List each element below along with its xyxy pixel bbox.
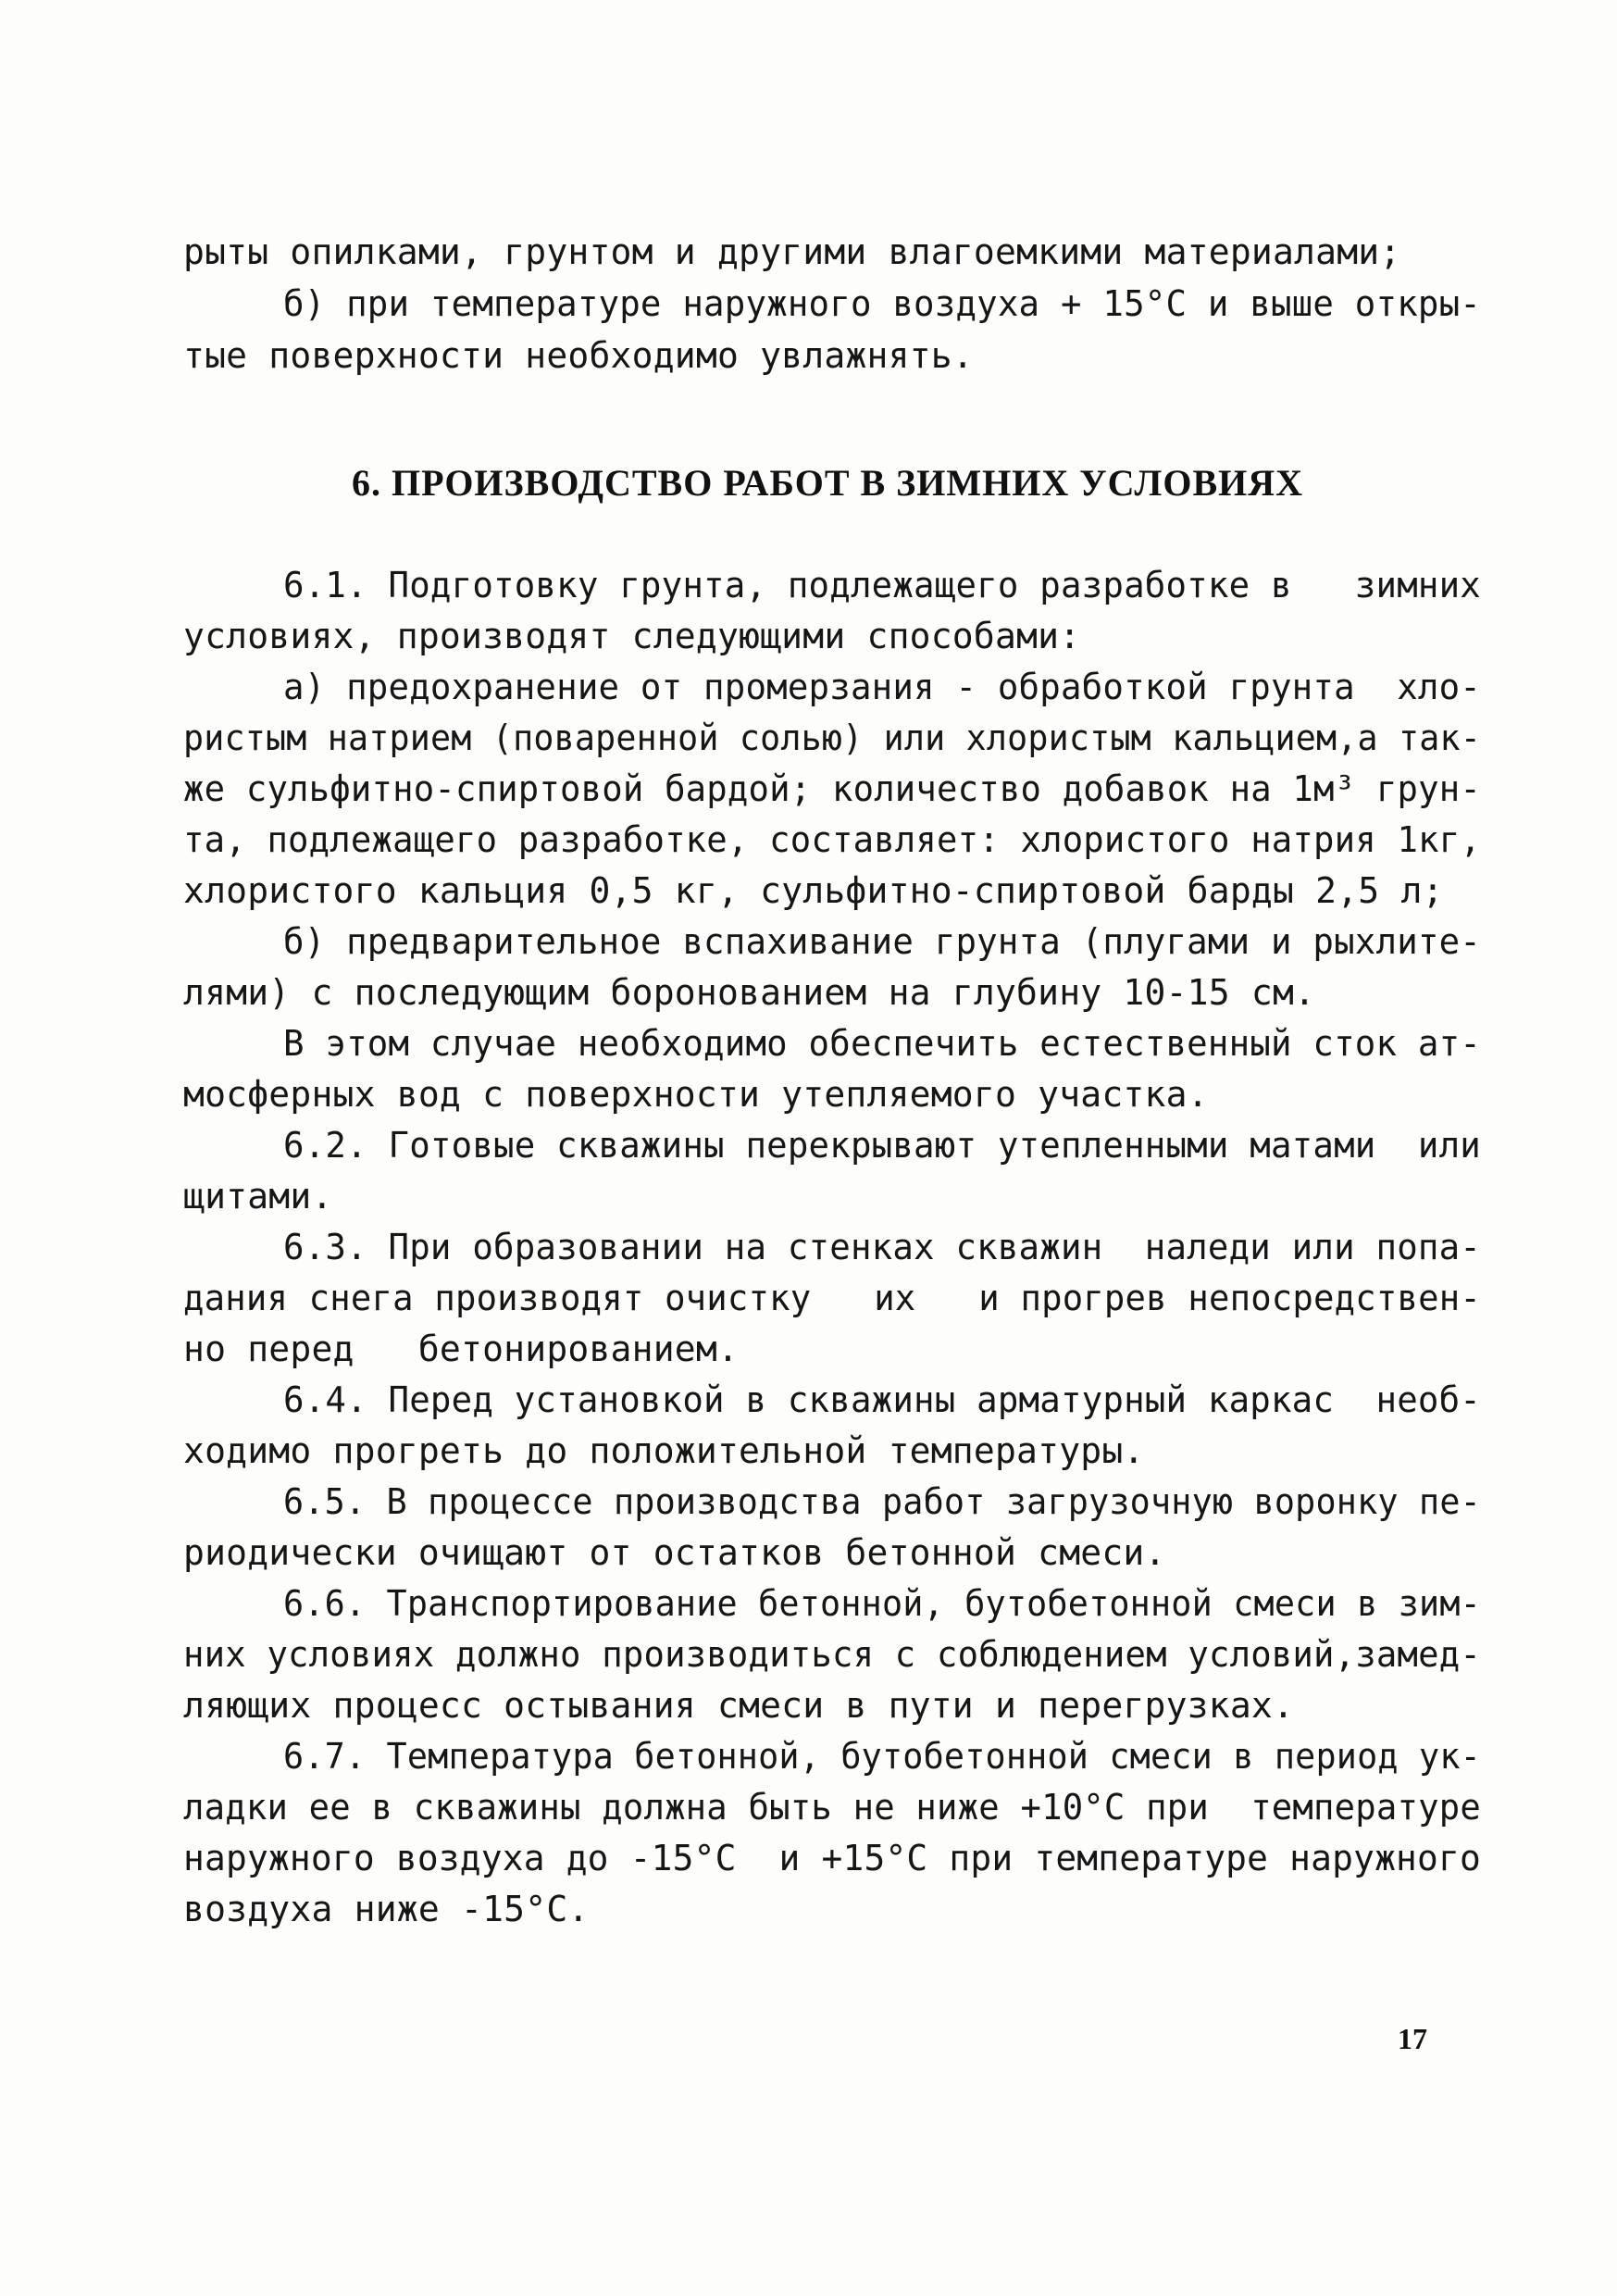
text-line: хлористого кальция 0,5 кг, сульфитно-спиртовой барды 2,5 л; bbox=[183, 870, 1444, 911]
text-line: дания снега производят очистку их и прогрев непосредствен- bbox=[183, 1278, 1481, 1318]
text-line: но перед бетонированием. bbox=[183, 1329, 740, 1369]
text-line: та, подлежащего разработке, составляет: хлористого натрия 1кг, bbox=[183, 819, 1481, 860]
page-number: 17 bbox=[1398, 2022, 1427, 2055]
text-line: б) предварительное вспахивание грунта (плугами и рыхлите- bbox=[283, 921, 1482, 962]
text-line: ристым натрием (поваренной солью) или хлористым кальцием,а так- bbox=[183, 718, 1482, 758]
text-line: тые поверхности необходимо увлажнять. bbox=[183, 335, 974, 376]
text-line: условиях, производят следующими способами: bbox=[183, 616, 1081, 656]
text-line: 6.7. Температура бетонной, бутобетонной смеси в период ук- bbox=[283, 1736, 1481, 1777]
section-heading: 6. ПРОИЗВОДСТВО РАБОТ В ЗИМНИХ УСЛОВИЯХ bbox=[352, 462, 1304, 504]
text-line: а) предохранение от промерзания - обработкой грунта хло- bbox=[283, 667, 1482, 707]
text-line: же сульфитно-спиртовой бардой; количество добавок на 1м³ грун- bbox=[183, 768, 1481, 809]
text-line: них условиях должно производиться с соблюдением условий,замед- bbox=[183, 1634, 1481, 1675]
text-line: лями) с последующим боронованием на глубину 10-15 см. bbox=[183, 972, 1316, 1013]
text-line: ходимо прогреть до положительной температуры. bbox=[183, 1430, 1145, 1471]
text-line: 6.4. Перед установкой в скважины арматурный каркас необ- bbox=[283, 1379, 1482, 1420]
text-line: ляющих процесс остывания смеси в пути и перегрузках. bbox=[183, 1685, 1295, 1726]
text-line: рыты опилками, грунтом и другими влагоемкими материалами; bbox=[183, 231, 1401, 272]
text-line: риодически очищают от остатков бетонной смеси. bbox=[183, 1532, 1166, 1573]
text-line: мосферных вод с поверхности утепляемого участка. bbox=[183, 1074, 1209, 1115]
text-line: ладки ее в скважины должна быть не ниже +10°С при температуре bbox=[183, 1787, 1481, 1828]
text-line: В этом случае необходимо обеспечить естественный сток ат- bbox=[283, 1023, 1482, 1064]
text-line: воздуха ниже -15°С. bbox=[183, 1889, 590, 1929]
text-line: 6.2. Готовые скважины перекрывают утепленными матами или bbox=[283, 1125, 1482, 1166]
text-line: б) при температуре наружного воздуха + 15°С и выше откры- bbox=[283, 283, 1482, 324]
text-line: 6.5. В процессе производства работ загрузочную воронку пе- bbox=[283, 1481, 1481, 1522]
text-line: 6.6. Транспортирование бетонной, бутобетонной смеси в зим- bbox=[283, 1583, 1481, 1624]
text-line: щитами. bbox=[183, 1176, 333, 1217]
text-line: наружного воздуха до -15°С и +15°С при температуре наружного bbox=[183, 1838, 1481, 1878]
text-line: 6.1. Подготовку грунта, подлежащего разработке в зимних bbox=[283, 565, 1482, 605]
text-line: 6.3. При образовании на стенках скважин наледи или попа- bbox=[283, 1227, 1482, 1267]
